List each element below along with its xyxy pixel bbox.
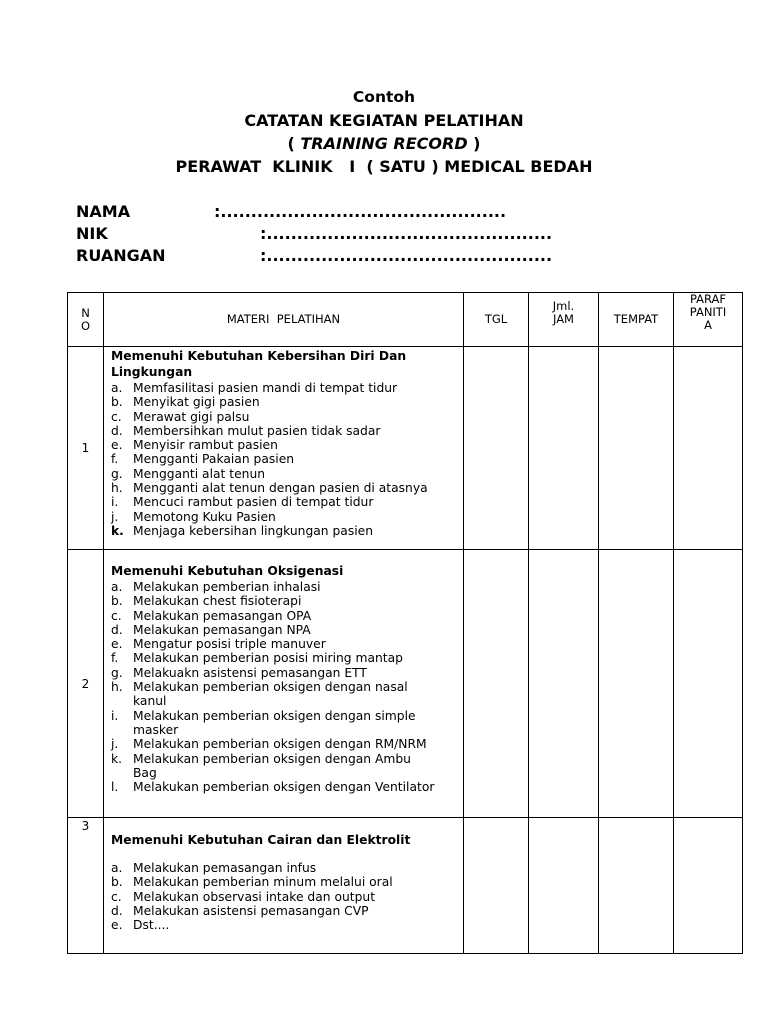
tempat-cell[interactable] [599,550,674,818]
row-number: 1 [68,347,104,550]
list-item: k. Melakukan pemberian oksigen dengan Ambu Bag [111,751,411,780]
list-item: l. Melakukan pemberian oksigen dengan Ventilator [111,780,435,795]
table-header-row [68,293,743,347]
list-item: d. Melakukan pemasangan NPA [111,622,311,637]
title-training-record [0,132,768,155]
tempat-cell[interactable] [599,818,674,954]
nama-label: NAMA [76,202,131,221]
row-number: 3 [68,818,104,954]
paraf-cell[interactable] [674,550,743,818]
title-contoh: Contoh [352,88,416,106]
list-item: a. Melakukan pemberian inhalasi [111,580,321,594]
item-list [111,381,459,538]
document-title-block [0,86,768,178]
jml-jam-cell[interactable] [529,818,599,954]
header-tempat: TEMPAT [599,293,674,347]
header-jml-jam: Jml. JAM [529,293,599,347]
materi-cell [104,818,464,954]
title-main: CATATAN KEGIATAN PELATIHAN [244,111,524,130]
list-item: c. Melakukan pemasangan OPA [111,608,312,623]
list-item: k. Menjaga kebersihan lingkungan pasien [111,523,374,538]
list-item: e. Menyisir rambut pasien [111,438,278,453]
materi-cell [104,347,464,550]
form-row-ruangan [76,246,553,266]
nik-field[interactable]: :............................................... [260,224,553,243]
list-item: d. Melakukan asistensi pemasangan CVP [111,903,369,918]
list-item: f. Mengganti Pakaian pasien [111,452,295,467]
nama-field[interactable]: :............................................... [214,202,507,221]
training-record-italic: TRAINING RECORD [300,134,468,153]
header-no: N O [68,293,104,347]
nik-label: NIK [76,224,108,243]
list-item: f. Melakukan pemberian posisi miring mantap [111,651,403,666]
list-item: d. Membersihkan mulut pasien tidak sadar [111,423,381,438]
header-paraf-panitia: PARAF PANITI A [674,293,743,347]
ruangan-field[interactable]: :............................................... [260,246,553,265]
list-item: c. Melakukan observasi intake dan output [111,889,376,904]
list-item: b. Melakukan chest fisioterapi [111,594,302,609]
list-item: b. Melakukan pemberian minum melalui oral [111,875,393,890]
materi-cell [104,550,464,818]
list-item: i. Mencuci rambut pasien di tempat tidur [111,495,374,510]
form-row-nik [76,224,553,244]
table-row [68,347,743,550]
section-title: Memenuhi Kebutuhan Oksigenasi [111,564,344,578]
list-item: j. Melakukan pemberian oksigen dengan RM/NRM [111,737,427,752]
jml-jam-cell[interactable] [529,347,599,550]
list-item: e. Mengatur posisi triple manuver [111,637,326,652]
paren-close: ) [467,134,481,153]
section-title: Memenuhi Kebutuhan Cairan dan Elektrolit [111,833,411,847]
ruangan-label: RUANGAN [76,246,166,265]
title-perawat-klinik: PERAWAT KLINIK I ( SATU ) MEDICAL BEDAH [175,157,593,176]
list-item: g. Melakuakn asistensi pemasangan ETT [111,665,367,680]
paren-open: ( [287,134,301,153]
list-item: c. Merawat gigi palsu [111,409,250,424]
header-materi: MATERI PELATIHAN [104,293,464,347]
item-list [111,861,459,932]
jml-jam-cell[interactable] [529,550,599,818]
training-record-table [67,292,743,954]
paraf-cell[interactable] [674,347,743,550]
table-row [68,550,743,818]
row-number: 2 [68,550,104,818]
list-item: j. Memotong Kuku Pasien [111,509,276,524]
table-row [68,818,743,954]
tgl-cell[interactable] [464,347,529,550]
list-item: a. Melakukan pemasangan infus [111,861,317,875]
tempat-cell[interactable] [599,347,674,550]
item-list [111,580,459,794]
list-item: a. Memfasilitasi pasien mandi di tempat tidur [111,381,398,395]
list-item: h. Melakukan pemberian oksigen dengan nasal kanul [111,680,408,709]
list-item: i. Melakukan pemberian oksigen dengan simple masker [111,708,416,737]
section-title: Memenuhi Kebutuhan Kebersihan Diri Dan Lingkungan [111,349,407,379]
list-item: b. Menyikat gigi pasien [111,395,260,410]
form-row-nama [76,202,507,222]
paraf-cell[interactable] [674,818,743,954]
list-item: g. Mengganti alat tenun [111,466,266,481]
tgl-cell[interactable] [464,818,529,954]
list-item: h. Mengganti alat tenun dengan pasien di atasnya [111,481,428,496]
list-item: e. Dst.... [111,918,170,933]
tgl-cell[interactable] [464,550,529,818]
header-tgl: TGL [464,293,529,347]
